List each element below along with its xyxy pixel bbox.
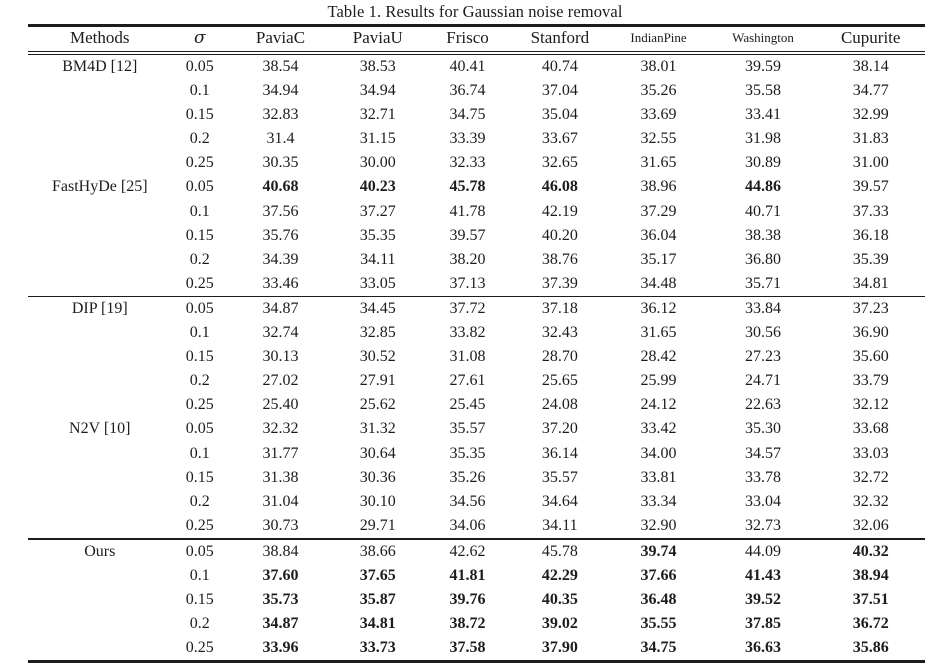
value-cell: 31.32 xyxy=(359,420,396,438)
value-cell: 37.90 xyxy=(512,636,607,662)
sigma-cell: 0.15 xyxy=(185,226,214,244)
value-cell: 34.64 xyxy=(541,492,578,510)
sigma-cell: 0.1 xyxy=(189,566,210,584)
sigma-cell: 0.1 xyxy=(189,202,210,220)
value-cell: 34.81 xyxy=(359,615,396,633)
method-cell: N2V [10] xyxy=(69,420,131,438)
value-cell: 33.39 xyxy=(449,130,486,148)
method-cell xyxy=(28,345,172,369)
value-cell: 35.04 xyxy=(541,106,578,124)
value-cell: 35.55 xyxy=(640,615,677,633)
value-cell: 31.4 xyxy=(266,130,295,148)
value-cell: 32.99 xyxy=(852,106,889,124)
value-cell: 37.60 xyxy=(262,566,299,584)
col-header-methods: Methods xyxy=(28,26,172,54)
value-cell: 36.72 xyxy=(852,615,889,633)
value-cell: 34.11 xyxy=(360,250,396,268)
value-cell: 31.77 xyxy=(262,444,299,462)
value-cell: 38.20 xyxy=(449,250,486,268)
value-cell: 33.81 xyxy=(640,468,677,486)
sigma-cell: 0.15 xyxy=(185,348,214,366)
table-row xyxy=(28,588,925,612)
value-cell: 44.09 xyxy=(710,539,817,564)
value-cell: 40.20 xyxy=(541,226,578,244)
value-cell: 35.71 xyxy=(745,274,782,292)
value-cell: 42.62 xyxy=(423,539,513,564)
value-cell: 39.02 xyxy=(541,615,578,633)
value-cell: 40.71 xyxy=(745,202,782,220)
table-row xyxy=(28,539,925,564)
value-cell: 35.17 xyxy=(640,250,677,268)
col-header-washington: Washington xyxy=(710,26,817,54)
table-caption: Table 1. Results for Gaussian noise removal xyxy=(327,2,623,21)
value-cell: 32.32 xyxy=(852,492,889,510)
method-cell xyxy=(28,636,172,662)
value-cell: 37.65 xyxy=(359,566,396,584)
value-cell: 34.56 xyxy=(449,492,486,510)
value-cell: 33.42 xyxy=(640,420,677,438)
value-cell: 36.18 xyxy=(852,226,889,244)
value-cell: 35.86 xyxy=(816,636,925,662)
sigma-cell: 0.05 xyxy=(172,296,229,321)
value-cell: 30.73 xyxy=(262,516,299,534)
table-row xyxy=(28,248,925,272)
value-cell: 34.00 xyxy=(640,444,677,462)
value-cell: 40.74 xyxy=(541,58,578,75)
table-row xyxy=(28,466,925,490)
value-cell: 44.86 xyxy=(745,178,782,196)
value-cell: 30.35 xyxy=(262,154,299,172)
value-cell: 31.38 xyxy=(262,468,299,486)
col-header-cupurite: Cupurite xyxy=(816,26,925,54)
value-cell: 36.80 xyxy=(745,250,782,268)
method-cell xyxy=(28,321,172,345)
value-cell: 36.74 xyxy=(449,82,486,100)
value-cell: 32.72 xyxy=(852,468,889,486)
value-cell: 40.23 xyxy=(359,178,396,196)
value-cell: 33.03 xyxy=(852,444,889,462)
value-cell: 31.04 xyxy=(262,492,299,510)
table-row xyxy=(28,636,925,662)
table-body xyxy=(28,53,925,662)
value-cell: 37.72 xyxy=(423,296,513,321)
value-cell: 40.68 xyxy=(262,178,299,196)
value-cell: 35.57 xyxy=(449,420,486,438)
value-cell: 35.26 xyxy=(640,82,677,100)
value-cell: 38.66 xyxy=(333,539,423,564)
sigma-cell: 0.15 xyxy=(185,591,214,609)
value-cell: 37.33 xyxy=(852,202,889,220)
col-header-indianpine: IndianPine xyxy=(607,26,709,54)
value-cell: 33.82 xyxy=(449,324,486,342)
value-cell: 41.43 xyxy=(745,566,782,584)
value-cell: 25.65 xyxy=(541,372,578,390)
value-cell: 33.67 xyxy=(541,130,578,148)
header-row xyxy=(28,26,925,54)
method-cell: BM4D [12] xyxy=(62,58,138,75)
value-cell: 32.06 xyxy=(852,516,889,534)
table-row xyxy=(28,345,925,369)
value-cell: 40.35 xyxy=(541,591,578,609)
method-cell xyxy=(28,369,172,393)
method-cell xyxy=(28,200,172,224)
value-cell: 37.29 xyxy=(640,202,677,220)
value-cell: 31.65 xyxy=(640,154,677,172)
sigma-cell: 0.15 xyxy=(185,468,214,486)
value-cell: 24.71 xyxy=(745,372,782,390)
value-cell: 31.98 xyxy=(745,130,782,148)
sigma-cell: 0.05 xyxy=(185,58,214,75)
value-cell: 33.69 xyxy=(640,106,677,124)
value-cell: 40.32 xyxy=(816,539,925,564)
value-cell: 35.76 xyxy=(262,226,299,244)
value-cell: 34.48 xyxy=(640,274,677,292)
sigma-cell: 0.1 xyxy=(189,82,210,100)
value-cell: 35.35 xyxy=(359,226,396,244)
table-row xyxy=(28,369,925,393)
table-row xyxy=(28,224,925,248)
value-cell: 39.74 xyxy=(607,539,709,564)
value-cell: 24.12 xyxy=(640,396,677,414)
value-cell: 28.42 xyxy=(640,348,677,366)
method-cell xyxy=(28,127,172,151)
col-header-paviac: PaviaC xyxy=(228,26,333,54)
value-cell: 31.08 xyxy=(449,348,486,366)
sigma-cell: 0.05 xyxy=(185,178,214,196)
value-cell: 46.08 xyxy=(541,178,578,196)
value-cell: 25.62 xyxy=(359,396,396,414)
value-cell: 30.56 xyxy=(745,324,782,342)
sigma-cell: 0.2 xyxy=(189,615,210,633)
value-cell: 30.64 xyxy=(359,444,396,462)
table-row xyxy=(28,175,925,199)
value-cell: 28.70 xyxy=(541,348,578,366)
value-cell: 33.41 xyxy=(745,106,782,124)
method-cell xyxy=(28,79,172,103)
value-cell: 32.33 xyxy=(449,154,486,172)
sigma-cell: 0.25 xyxy=(185,516,214,534)
value-cell: 37.56 xyxy=(262,202,299,220)
sigma-cell: 0.1 xyxy=(189,324,210,342)
value-cell: 34.06 xyxy=(449,516,486,534)
table-row xyxy=(28,272,925,297)
table-row xyxy=(28,514,925,539)
table-row xyxy=(28,417,925,441)
value-cell: 38.54 xyxy=(262,58,299,75)
value-cell: 35.58 xyxy=(745,82,782,100)
value-cell: 32.71 xyxy=(359,106,396,124)
value-cell: 32.74 xyxy=(262,324,299,342)
value-cell: 34.87 xyxy=(228,296,333,321)
value-cell: 32.85 xyxy=(359,324,396,342)
table-row xyxy=(28,612,925,636)
value-cell: 32.90 xyxy=(640,516,677,534)
value-cell: 30.13 xyxy=(262,348,299,366)
value-cell: 37.66 xyxy=(640,566,677,584)
table-row xyxy=(28,151,925,175)
value-cell: 38.96 xyxy=(640,178,677,196)
value-cell: 33.78 xyxy=(745,468,782,486)
table-row xyxy=(28,79,925,103)
table-row xyxy=(28,53,925,79)
value-cell: 39.57 xyxy=(449,226,486,244)
value-cell: 37.13 xyxy=(449,274,486,292)
method-cell xyxy=(28,514,172,539)
method-cell xyxy=(28,588,172,612)
value-cell: 27.23 xyxy=(745,348,782,366)
table-row xyxy=(28,564,925,588)
value-cell: 38.53 xyxy=(359,58,396,75)
value-cell: 38.14 xyxy=(852,58,889,75)
value-cell: 41.81 xyxy=(449,566,486,584)
value-cell: 34.11 xyxy=(542,516,578,534)
value-cell: 32.55 xyxy=(640,130,677,148)
value-cell: 25.40 xyxy=(262,396,299,414)
value-cell: 31.83 xyxy=(852,130,889,148)
value-cell: 40.41 xyxy=(449,58,486,75)
value-cell: 32.73 xyxy=(745,516,782,534)
table-row xyxy=(28,296,925,321)
value-cell: 34.94 xyxy=(262,82,299,100)
value-cell: 33.68 xyxy=(852,420,889,438)
value-cell: 27.61 xyxy=(449,372,486,390)
col-header-frisco: Frisco xyxy=(423,26,513,54)
value-cell: 27.91 xyxy=(359,372,396,390)
table-row xyxy=(28,103,925,127)
value-cell: 33.84 xyxy=(710,296,817,321)
col-header-paviau: PaviaU xyxy=(333,26,423,54)
value-cell: 24.08 xyxy=(541,396,578,414)
value-cell: 35.35 xyxy=(449,444,486,462)
value-cell: 42.29 xyxy=(541,566,578,584)
value-cell: 30.89 xyxy=(745,154,782,172)
value-cell: 35.26 xyxy=(449,468,486,486)
method-cell xyxy=(28,248,172,272)
value-cell: 31.65 xyxy=(640,324,677,342)
method-cell xyxy=(28,612,172,636)
value-cell: 39.52 xyxy=(745,591,782,609)
value-cell: 32.32 xyxy=(262,420,299,438)
value-cell: 45.78 xyxy=(449,178,486,196)
table-row xyxy=(28,321,925,345)
sigma-cell: 0.05 xyxy=(172,539,229,564)
value-cell: 34.45 xyxy=(333,296,423,321)
method-cell xyxy=(28,224,172,248)
sigma-cell: 0.2 xyxy=(189,372,210,390)
sigma-cell: 0.25 xyxy=(185,154,214,172)
method-cell xyxy=(28,490,172,514)
value-cell: 35.39 xyxy=(852,250,889,268)
value-cell: 36.04 xyxy=(640,226,677,244)
value-cell: 33.05 xyxy=(359,274,396,292)
value-cell: 37.51 xyxy=(852,591,889,609)
col-header-stanford: Stanford xyxy=(512,26,607,54)
value-cell: 38.38 xyxy=(745,226,782,244)
value-cell: 33.79 xyxy=(852,372,889,390)
value-cell: 37.04 xyxy=(541,82,578,100)
value-cell: 32.12 xyxy=(852,396,889,414)
sigma-cell: 0.25 xyxy=(172,636,229,662)
value-cell: 37.58 xyxy=(423,636,513,662)
value-cell: 32.83 xyxy=(262,106,299,124)
value-cell: 37.23 xyxy=(816,296,925,321)
value-cell: 42.19 xyxy=(541,202,578,220)
sigma-cell: 0.2 xyxy=(189,492,210,510)
value-cell: 33.96 xyxy=(228,636,333,662)
value-cell: 34.81 xyxy=(852,274,889,292)
method-cell xyxy=(28,103,172,127)
value-cell: 30.10 xyxy=(359,492,396,510)
value-cell: 35.57 xyxy=(541,468,578,486)
method-cell: Ours xyxy=(28,539,172,564)
value-cell: 38.84 xyxy=(228,539,333,564)
value-cell: 22.63 xyxy=(745,396,782,414)
value-cell: 34.77 xyxy=(852,82,889,100)
value-cell: 39.57 xyxy=(852,178,889,196)
value-cell: 36.12 xyxy=(607,296,709,321)
value-cell: 33.34 xyxy=(640,492,677,510)
value-cell: 37.18 xyxy=(512,296,607,321)
value-cell: 38.76 xyxy=(541,250,578,268)
value-cell: 25.45 xyxy=(449,396,486,414)
table-row xyxy=(28,393,925,417)
value-cell: 38.01 xyxy=(640,58,677,75)
value-cell: 32.65 xyxy=(541,154,578,172)
value-cell: 41.78 xyxy=(449,202,486,220)
value-cell: 25.99 xyxy=(640,372,677,390)
table-row xyxy=(28,127,925,151)
value-cell: 27.02 xyxy=(262,372,299,390)
value-cell: 34.57 xyxy=(745,444,782,462)
value-cell: 36.90 xyxy=(852,324,889,342)
table-row xyxy=(28,490,925,514)
value-cell: 36.48 xyxy=(640,591,677,609)
sigma-symbol: σ xyxy=(193,28,206,48)
method-cell: DIP [19] xyxy=(28,296,172,321)
value-cell: 34.87 xyxy=(262,615,299,633)
value-cell: 37.85 xyxy=(745,615,782,633)
method-cell xyxy=(28,442,172,466)
sigma-cell: 0.25 xyxy=(185,274,214,292)
value-cell: 34.75 xyxy=(449,106,486,124)
value-cell: 39.59 xyxy=(745,58,782,75)
value-cell: 35.73 xyxy=(262,591,299,609)
value-cell: 37.39 xyxy=(541,274,578,292)
results-table xyxy=(28,24,925,663)
table-row xyxy=(28,200,925,224)
value-cell: 36.63 xyxy=(710,636,817,662)
value-cell: 45.78 xyxy=(512,539,607,564)
method-cell xyxy=(28,272,172,297)
value-cell: 32.43 xyxy=(541,324,578,342)
value-cell: 34.39 xyxy=(262,250,299,268)
col-header-sigma xyxy=(172,26,229,54)
value-cell: 31.00 xyxy=(852,154,889,172)
value-cell: 39.76 xyxy=(449,591,486,609)
sigma-cell: 0.05 xyxy=(185,420,214,438)
value-cell: 30.36 xyxy=(359,468,396,486)
value-cell: 35.30 xyxy=(745,420,782,438)
method-cell: FastHyDe [25] xyxy=(51,178,148,196)
sigma-cell: 0.2 xyxy=(189,250,210,268)
value-cell: 29.71 xyxy=(359,516,396,534)
method-cell xyxy=(28,564,172,588)
value-cell: 33.46 xyxy=(262,274,299,292)
value-cell: 35.60 xyxy=(852,348,889,366)
sigma-cell: 0.2 xyxy=(189,130,210,148)
value-cell: 34.75 xyxy=(607,636,709,662)
value-cell: 34.94 xyxy=(359,82,396,100)
method-cell xyxy=(28,466,172,490)
value-cell: 31.15 xyxy=(359,130,396,148)
method-cell xyxy=(28,393,172,417)
sigma-cell: 0.15 xyxy=(185,106,214,124)
value-cell: 37.20 xyxy=(541,420,578,438)
sigma-cell: 0.1 xyxy=(189,444,210,462)
value-cell: 36.14 xyxy=(541,444,578,462)
table-row xyxy=(28,442,925,466)
value-cell: 33.04 xyxy=(745,492,782,510)
value-cell: 30.00 xyxy=(359,154,396,172)
value-cell: 38.72 xyxy=(449,615,486,633)
value-cell: 37.27 xyxy=(359,202,396,220)
value-cell: 38.94 xyxy=(852,566,889,584)
method-cell xyxy=(28,151,172,175)
value-cell: 33.73 xyxy=(333,636,423,662)
value-cell: 35.87 xyxy=(359,591,396,609)
sigma-cell: 0.25 xyxy=(185,396,214,414)
value-cell: 30.52 xyxy=(359,348,396,366)
